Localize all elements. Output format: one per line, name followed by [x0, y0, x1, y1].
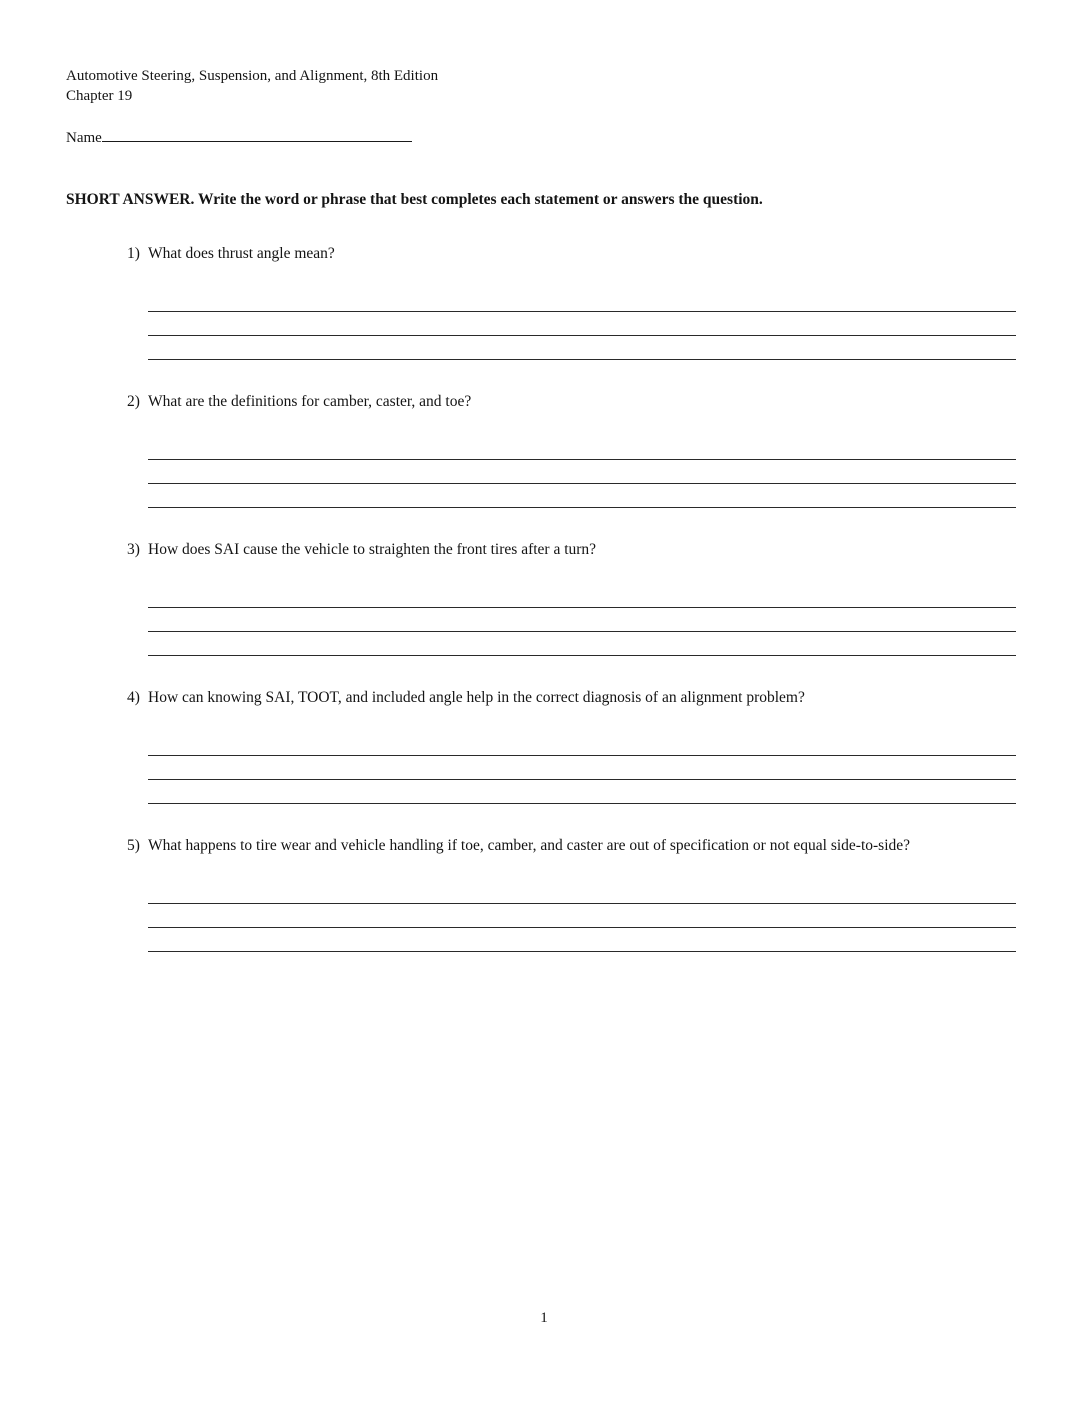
question-3-number: 3) [127, 541, 140, 558]
question-1 [66, 242, 1016, 360]
name-label: Name [66, 130, 102, 146]
question-2-text-row [127, 390, 1016, 414]
answer-line [148, 632, 1016, 656]
answer-line [148, 732, 1016, 756]
question-1-answer-lines [148, 288, 1016, 360]
answer-line [148, 288, 1016, 312]
answer-line [148, 756, 1016, 780]
document-header [66, 66, 1016, 106]
name-blank-line [102, 128, 412, 142]
question-3-answer-lines [148, 584, 1016, 656]
question-3-text-row [127, 538, 1016, 562]
book-title: Automotive Steering, Suspension, and Alignment, 8th Edition [66, 68, 439, 84]
question-5-text: What happens to tire wear and vehicle handling if toe, camber, and caster are out of specification or not equal side-to-side? [148, 837, 911, 854]
answer-line [148, 780, 1016, 804]
answer-line [148, 904, 1016, 928]
question-1-number: 1) [127, 245, 140, 262]
question-4-text-row [127, 686, 1016, 710]
answer-line [148, 880, 1016, 904]
question-2 [66, 390, 1016, 508]
section-instructions: SHORT ANSWER. Write the word or phrase that best completes each statement or answers the question. [66, 191, 763, 208]
question-4-answer-lines [148, 732, 1016, 804]
question-1-text-row [127, 242, 1016, 266]
question-5-answer-lines [148, 880, 1016, 952]
answer-line [148, 336, 1016, 360]
question-2-text: What are the definitions for camber, caster, and toe? [148, 393, 472, 410]
question-5-text-row [127, 834, 1016, 858]
answer-line [148, 312, 1016, 336]
question-5-number: 5) [127, 837, 140, 854]
answer-line [148, 584, 1016, 608]
question-3 [66, 538, 1016, 656]
answer-line [148, 436, 1016, 460]
answer-line [148, 608, 1016, 632]
page-number: 1 [540, 1310, 548, 1326]
question-2-number: 2) [127, 393, 140, 410]
page-footer [0, 1310, 1088, 1327]
answer-line [148, 484, 1016, 508]
question-5 [66, 834, 1016, 952]
question-1-text: What does thrust angle mean? [148, 245, 335, 262]
name-row [66, 128, 1016, 148]
question-4 [66, 686, 1016, 804]
question-4-number: 4) [127, 689, 140, 706]
question-2-answer-lines [148, 436, 1016, 508]
answer-line [148, 460, 1016, 484]
question-4-text: How can knowing SAI, TOOT, and included angle help in the correct diagnosis of an alignment problem? [148, 689, 805, 706]
chapter-label: Chapter 19 [66, 88, 133, 104]
answer-line [148, 928, 1016, 952]
question-3-text: How does SAI cause the vehicle to straighten the front tires after a turn? [148, 541, 597, 558]
